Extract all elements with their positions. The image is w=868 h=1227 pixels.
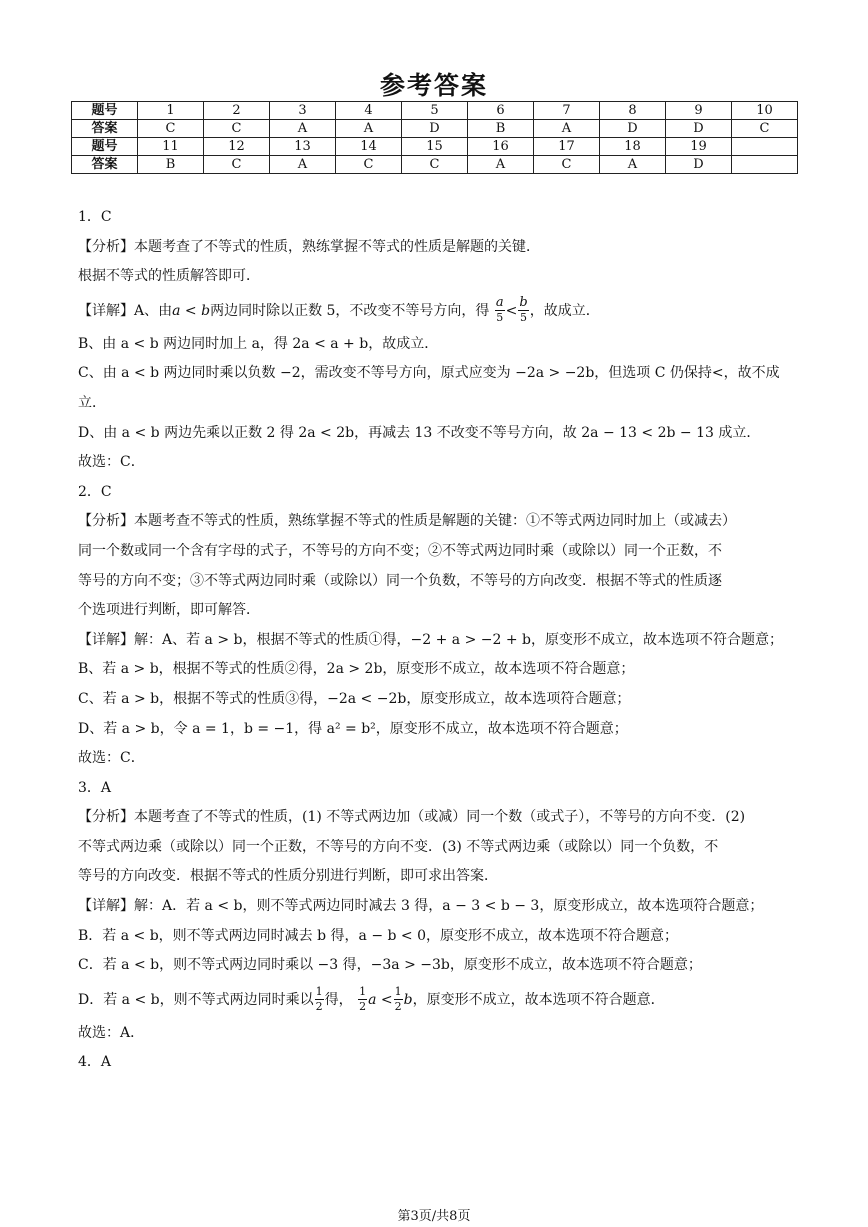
q2-analysis-1: 【分析】本题考查不等式的性质，熟练掌握不等式的性质是解题的关键：①不等式两边同时加上（或减去） <box>78 513 736 530</box>
q1-detail-c-2: 立． <box>78 394 106 411</box>
q3-head: 3．A <box>78 779 112 796</box>
q1-analysis-2: 根据不等式的性质解答即可． <box>78 268 260 285</box>
answer-table-cell: 5 <box>402 102 468 120</box>
fraction-b-over-5: $\frac{b}{5}$ <box>519 295 528 325</box>
q2-detail-a: 【详解】解：A、若 a > b，根据不等式的性质①得，−2 + a > −2 + b，原变形不成立，故本选项不符合题意； <box>78 631 783 648</box>
answer-table-cell: 1 <box>138 102 204 120</box>
answer-table-cell: C <box>336 156 402 174</box>
solutions-content <box>78 203 794 1078</box>
answer-table-cell: A <box>270 156 336 174</box>
q2-detail-b: B、若 a > b，根据不等式的性质②得，2a > 2b，原变形不成立，故本选项不符合题意； <box>78 661 635 678</box>
q2-analysis-4: 个选项进行判断，即可解答． <box>78 602 260 619</box>
fraction-a-over-5: $\frac{a}{5}$ <box>495 295 504 325</box>
answer-table-cell: A <box>270 120 336 138</box>
answer-table-cell: 7 <box>534 102 600 120</box>
answer-table-cell: 2 <box>204 102 270 120</box>
answer-table-cell: 9 <box>666 102 732 120</box>
fraction-one-half-a: $\frac{1}{2}$ <box>359 985 367 1014</box>
answer-table-cell: 16 <box>468 138 534 156</box>
q3-analysis-2: 不等式两边乘（或除以）同一个正数，不等号的方向不变．(3) 不等式两边乘（或除以）同一个负数，不 <box>78 838 719 855</box>
answer-table-row <box>72 120 798 138</box>
answer-table-cell: A <box>336 120 402 138</box>
answer-table-cell: C <box>732 120 798 138</box>
answer-table-row <box>72 138 798 156</box>
q1-choice: 故选：C． <box>78 454 145 471</box>
q2-detail-d: D、若 a > b，令 a = 1，b = −1，得 a² = b²，原变形不成立，故本选项不符合题意； <box>78 720 628 737</box>
answer-table-cell: D <box>600 120 666 138</box>
page-title: 参考答案 <box>379 71 488 100</box>
answer-table-header-cell: 题号 <box>72 102 138 120</box>
answer-table-cell: 14 <box>336 138 402 156</box>
q1-detail-b: B、由 a < b 两边同时加上 a，得 2a < a + b，故成立． <box>78 335 439 352</box>
answer-table-header-cell: 题号 <box>72 138 138 156</box>
q1-detail-a: 【详解】A、由a < b两边同时除以正数 5，不改变不等号方向，得 $\frac{a}{5}$ < $\frac{b}{5}$ ，故成立． <box>78 295 600 325</box>
q2-head: 2．C <box>78 483 112 500</box>
page-footer: 第3页/共8页 <box>397 1209 471 1224</box>
answer-table-cell: A <box>534 120 600 138</box>
answer-table <box>71 101 798 174</box>
answer-table-cell: D <box>402 120 468 138</box>
answer-table-cell <box>732 156 798 174</box>
q2-analysis-2: 同一个数或同一个含有字母的式子，不等号的方向不变；②不等式两边同时乘（或除以）同一个正数，不 <box>78 542 722 559</box>
q1-analysis: 【分析】本题考查了不等式的性质，熟练掌握不等式的性质是解题的关键． <box>78 238 540 255</box>
answer-table-cell: 11 <box>138 138 204 156</box>
q1-head: 1．C <box>78 209 112 225</box>
q3-analysis-3: 等号的方向改变．根据不等式的性质分别进行判断，即可求出答案． <box>78 868 498 885</box>
answer-table-cell: B <box>468 120 534 138</box>
answer-table-cell: B <box>138 156 204 174</box>
answer-table-cell: 17 <box>534 138 600 156</box>
fraction-one-half: $\frac{1}{2}$ <box>315 985 323 1014</box>
fraction-one-half-b: $\frac{1}{2}$ <box>394 985 402 1014</box>
answer-table-cell: 8 <box>600 102 666 120</box>
answer-table-row <box>72 156 798 174</box>
answer-table-cell: C <box>402 156 468 174</box>
answer-table-cell: 4 <box>336 102 402 120</box>
answer-table-cell: 10 <box>732 102 798 120</box>
answer-table-cell: 13 <box>270 138 336 156</box>
q3-choice: 故选：A． <box>78 1024 145 1041</box>
answer-table-cell: 19 <box>666 138 732 156</box>
q3-detail-d: D．若 a < b，则不等式两边同时乘以 $\frac{1}{2}$ 得， $\frac{1}{2}$ a < $\frac{1}{2}$ b，原变形不成立，故本选项不符合题意． <box>78 985 665 1014</box>
answer-table-cell: A <box>600 156 666 174</box>
answer-table-cell: 12 <box>204 138 270 156</box>
answer-table-cell: C <box>204 156 270 174</box>
answer-table-header-cell: 答案 <box>72 156 138 174</box>
q2-choice: 故选：C． <box>78 750 145 767</box>
answer-table-cell: C <box>534 156 600 174</box>
q3-detail-a: 【详解】解：A．若 a < b，则不等式两边同时减去 3 得，a − 3 < b − 3，原变形成立，故本选项符合题意； <box>78 898 764 915</box>
answer-table-cell: A <box>468 156 534 174</box>
answer-table-row <box>72 102 798 120</box>
q3-detail-b: B．若 a < b，则不等式两边同时减去 b 得，a − b < 0，原变形不成立，故本选项不符合题意； <box>78 927 679 944</box>
q3-analysis-1: 【分析】本题考查了不等式的性质，(1) 不等式两边加（或减）同一个数（或式子），不等号的方向不变．(2) <box>78 809 746 826</box>
answer-table-cell: C <box>138 120 204 138</box>
answer-table-cell: D <box>666 120 732 138</box>
answer-table-cell: 15 <box>402 138 468 156</box>
answer-table-cell: D <box>666 156 732 174</box>
q2-detail-c: C、若 a > b，根据不等式的性质③得，−2a < −2b，原变形成立，故本选项符合题意； <box>78 690 631 707</box>
answer-table-cell: 18 <box>600 138 666 156</box>
answer-table-cell: 3 <box>270 102 336 120</box>
answer-table-cell: C <box>204 120 270 138</box>
q4-head: 4．A <box>78 1054 112 1071</box>
q3-detail-c: C．若 a < b，则不等式两边同时乘以 −3 得，−3a > −3b，原变形不成立，故本选项不符合题意； <box>78 957 702 974</box>
answer-table-cell <box>732 138 798 156</box>
answer-table-header-cell: 答案 <box>72 120 138 138</box>
q1-detail-c: C、由 a < b 两边同时乘以负数 −2，需改变不等号方向，原式应变为 −2a > −2b，但选项 C 仍保持<，故不成 <box>78 365 780 382</box>
q2-analysis-3: 等号的方向不变；③不等式两边同时乘（或除以）同一个负数，不等号的方向改变．根据不等式的性质逐 <box>78 572 722 589</box>
q1-detail-d: D、由 a < b 两边先乘以正数 2 得 2a < 2b，再减去 13 不改变不等号方向，故 2a − 13 < 2b − 13 成立． <box>78 424 761 441</box>
answer-table-cell: 6 <box>468 102 534 120</box>
